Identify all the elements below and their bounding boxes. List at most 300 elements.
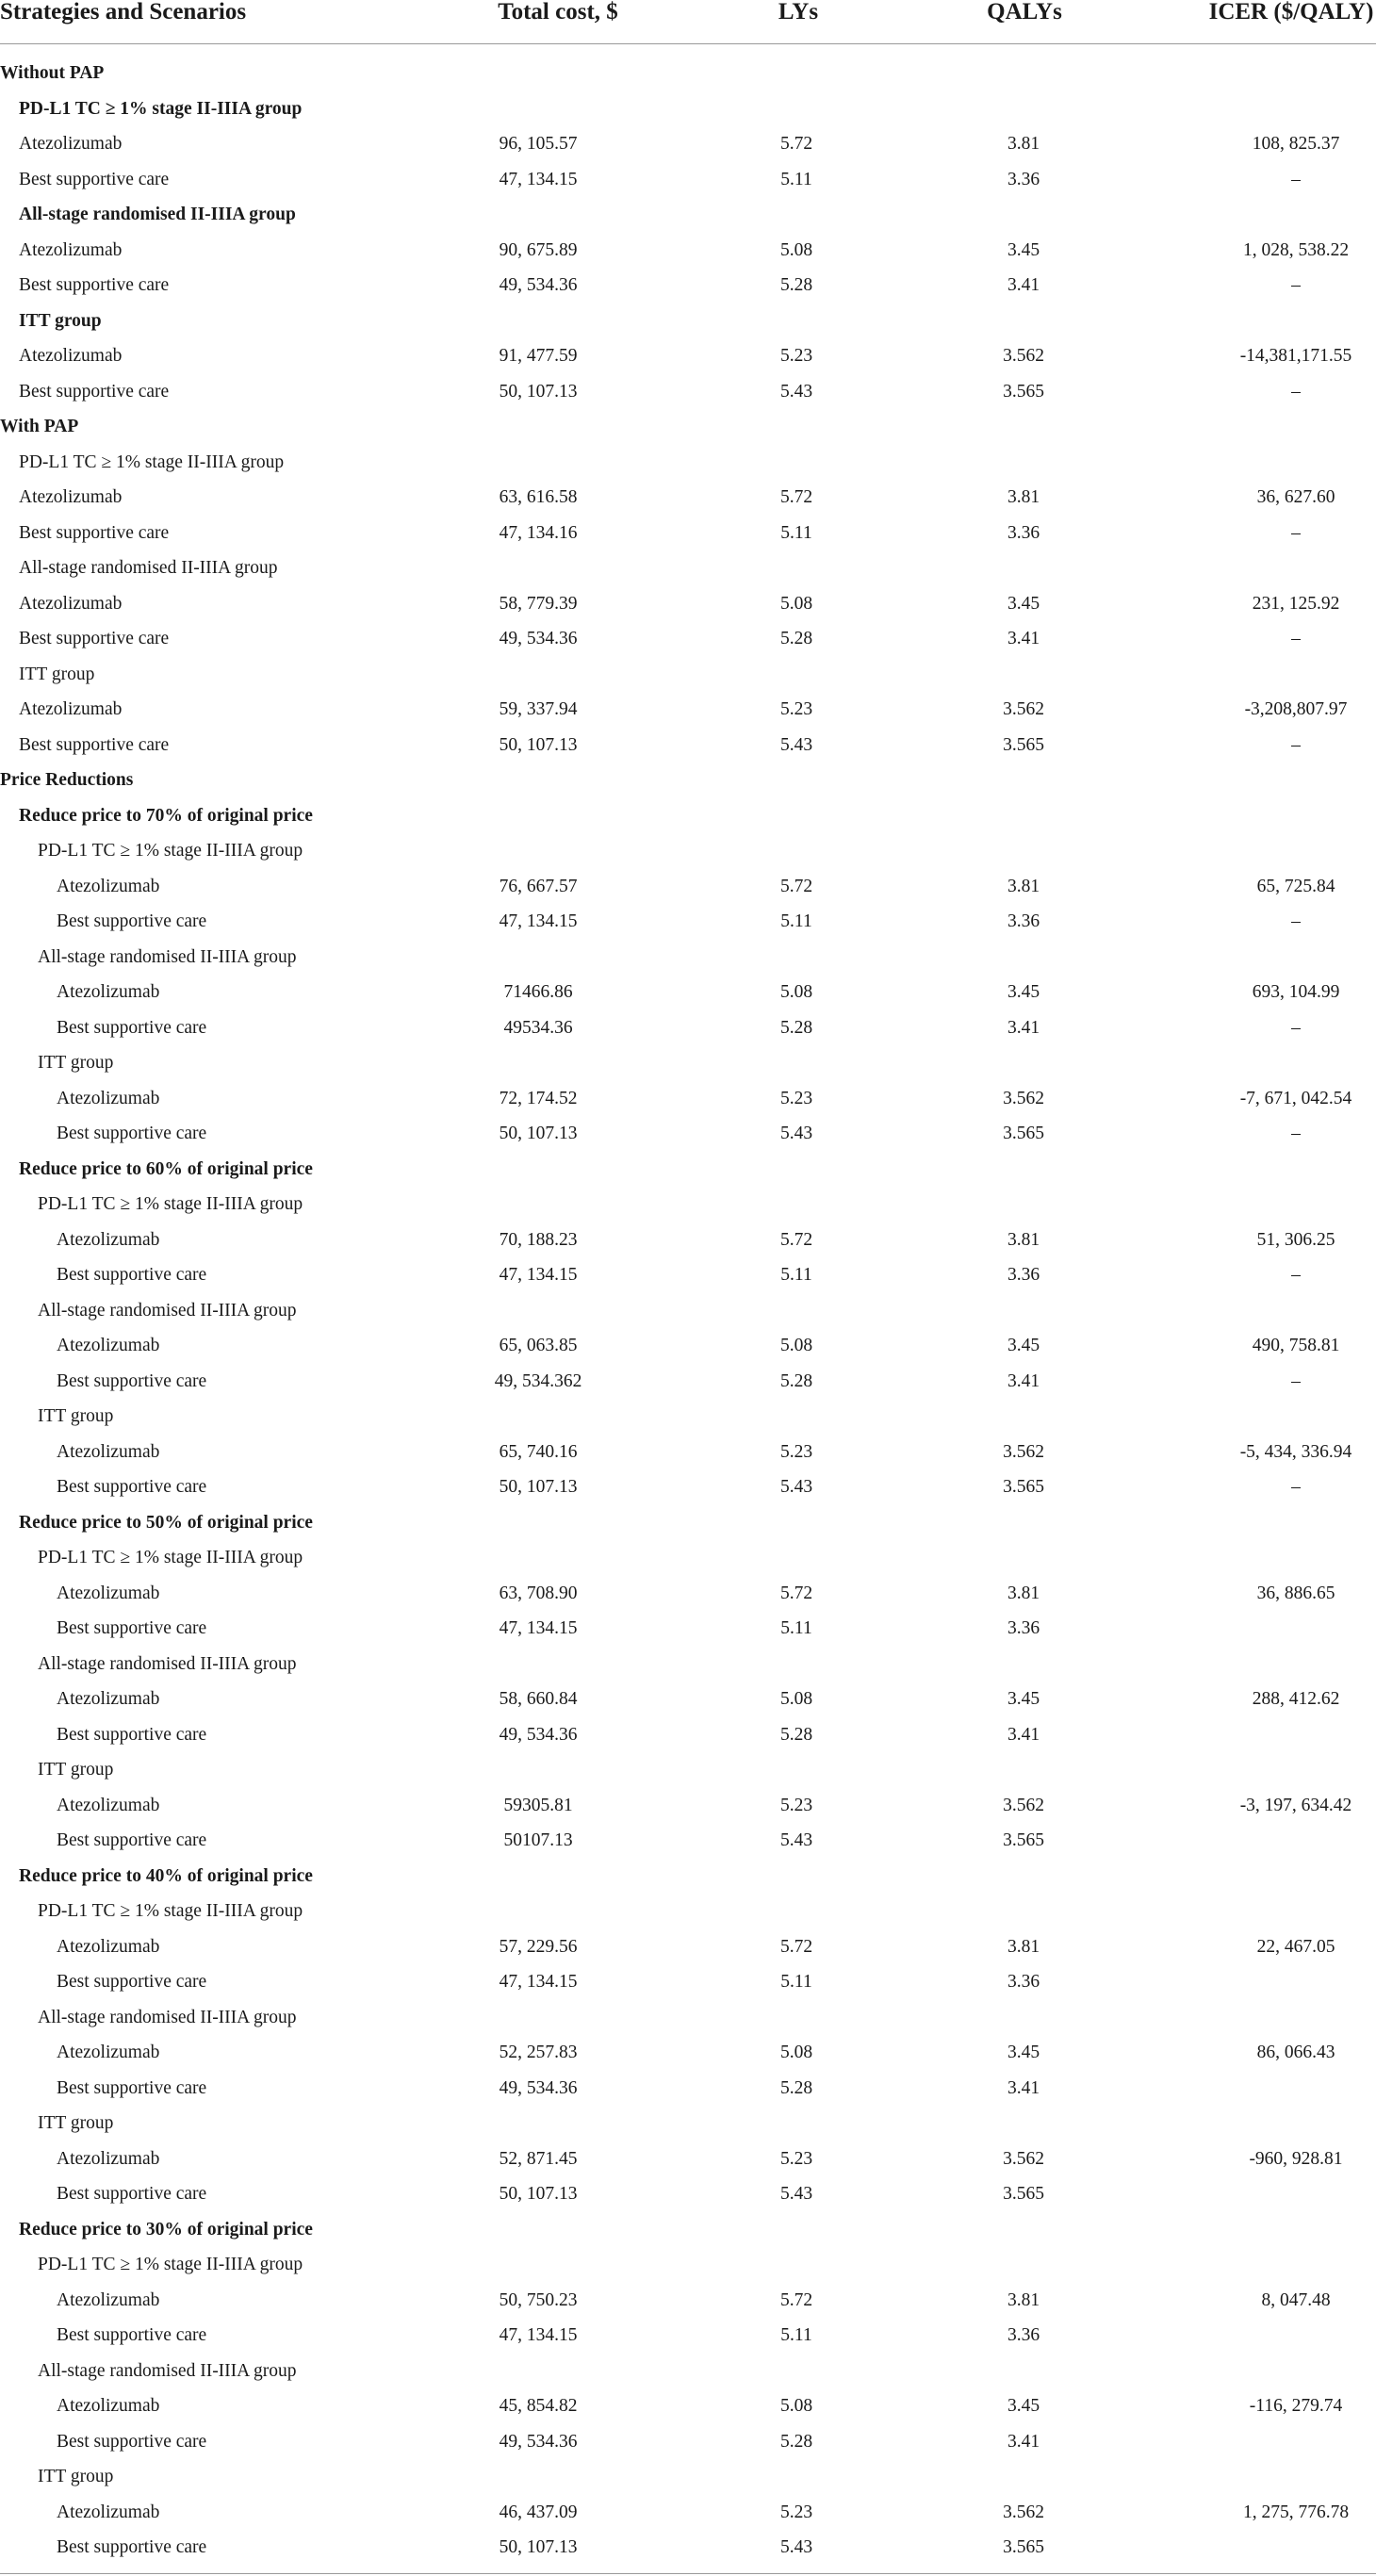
strategy-label: Best supportive care [57, 2431, 207, 2452]
cell-lys: 5.23 [779, 1441, 813, 1462]
table-row [0, 2388, 1376, 2424]
cell-icer: -960, 928.81 [1249, 2148, 1343, 2169]
cell-icer: 22, 467.05 [1256, 1936, 1335, 1957]
cell-total-cost: 50107.13 [503, 1830, 573, 1850]
cell-total-cost: 52, 257.83 [499, 2043, 578, 2062]
cell-qalys: 3.41 [1007, 2431, 1040, 2452]
strategy-label: Best supportive care [19, 629, 170, 648]
cell-lys: 5.72 [779, 2289, 813, 2310]
group-row [0, 2000, 1376, 2036]
table-row [0, 374, 1376, 410]
cell-lys: 5.43 [779, 1124, 813, 1143]
strategy-label: Atezolizumab [57, 2148, 160, 2169]
cell-lys: 5.08 [779, 2396, 813, 2416]
strategy-label: Best supportive care [57, 1017, 207, 1038]
cell-lys: 5.72 [779, 1936, 813, 1957]
cell-icer: 36, 886.65 [1256, 1583, 1335, 1603]
table-row [0, 728, 1376, 763]
table-row [0, 338, 1376, 374]
cell-lys: 5.43 [779, 1830, 813, 1850]
cell-icer: – [1291, 1265, 1301, 1285]
strategy-label: Atezolizumab [57, 1229, 160, 1250]
group-row [0, 550, 1376, 586]
cell-icer: 490, 758.81 [1252, 1336, 1340, 1355]
group-label: ITT group [19, 664, 95, 684]
cell-lys: 5.72 [779, 134, 813, 154]
cell-icer: 86, 066.43 [1256, 2043, 1335, 2062]
subsection-row [0, 1859, 1376, 1895]
strategy-label: Best supportive care [57, 2077, 207, 2098]
group-row [0, 1752, 1376, 1788]
group-row [0, 1045, 1376, 1081]
header-strategies: Strategies and Scenarios [0, 0, 247, 25]
group-label: All-stage randomised II-IIIA group [38, 1653, 297, 1674]
subsection-row [0, 798, 1376, 834]
group-label: PD-L1 TC ≥ 1% stage II-IIIA group [19, 451, 285, 472]
cell-total-cost: 91, 477.59 [499, 346, 578, 366]
strategy-label: Best supportive care [57, 2537, 207, 2557]
group-row [0, 1187, 1376, 1222]
subsection-label: Reduce price to 50% of original price [19, 1512, 313, 1533]
group-label: PD-L1 TC ≥ 1% stage II-IIIA group [38, 841, 303, 861]
strategy-label: Atezolizumab [19, 593, 123, 614]
group-label: ITT group [19, 310, 102, 331]
table-row [0, 1364, 1376, 1400]
cell-icer: 65, 725.84 [1256, 876, 1335, 896]
cell-icer: – [1291, 275, 1301, 295]
group-row [0, 2247, 1376, 2283]
cell-qalys: 3.565 [1003, 2184, 1044, 2204]
strategy-label: Atezolizumab [19, 239, 123, 260]
cell-qalys: 3.45 [1007, 1336, 1040, 1355]
cell-lys: 5.11 [780, 911, 812, 931]
cell-qalys: 3.41 [1007, 1017, 1040, 1038]
strategy-label: Atezolizumab [19, 346, 123, 366]
table-row [0, 2176, 1376, 2212]
cell-icer: – [1291, 381, 1301, 402]
table-row [0, 904, 1376, 940]
cell-lys: 5.08 [779, 982, 813, 1002]
strategy-label: Best supportive care [57, 1124, 207, 1143]
table-row [0, 2495, 1376, 2531]
table-row [0, 2530, 1376, 2566]
strategy-label: Best supportive care [57, 1724, 207, 1745]
cell-lys: 5.28 [779, 275, 813, 295]
table-row [0, 2141, 1376, 2177]
cell-total-cost: 47, 134.15 [499, 2325, 578, 2345]
strategy-label: Atezolizumab [57, 1336, 160, 1355]
group-row [0, 657, 1376, 693]
cell-total-cost: 70, 188.23 [499, 1229, 578, 1250]
strategy-label: Best supportive care [19, 381, 170, 402]
cell-qalys: 3.41 [1007, 1370, 1040, 1391]
table-row [0, 1081, 1376, 1117]
cell-total-cost: 47, 134.15 [499, 1265, 578, 1285]
cell-qalys: 3.45 [1007, 593, 1040, 614]
cell-total-cost: 45, 854.82 [499, 2396, 578, 2416]
cell-qalys: 3.562 [1003, 1795, 1044, 1815]
strategy-label: Best supportive care [57, 1972, 207, 1992]
header-qalys: QALYs [987, 0, 1062, 25]
cell-total-cost: 49, 534.36 [499, 2077, 578, 2098]
cell-total-cost: 72, 174.52 [499, 1088, 578, 1108]
cell-lys: 5.43 [779, 2537, 813, 2557]
cell-icer: – [1291, 629, 1301, 648]
cell-lys: 5.72 [779, 876, 813, 896]
cell-total-cost: 96, 105.57 [499, 134, 578, 154]
cell-qalys: 3.81 [1007, 1936, 1040, 1957]
cell-total-cost: 49, 534.362 [494, 1370, 582, 1391]
table-row [0, 1116, 1376, 1152]
strategy-label: Atezolizumab [57, 2396, 160, 2416]
group-label: ITT group [38, 2467, 114, 2486]
cell-icer: -7, 671, 042.54 [1239, 1088, 1352, 1108]
table-row [0, 1435, 1376, 1470]
cell-total-cost: 50, 107.13 [499, 734, 578, 755]
table-row [0, 2035, 1376, 2071]
table-row [0, 1788, 1376, 1824]
group-label: All-stage randomised II-IIIA group [38, 2360, 297, 2381]
table-row [0, 2071, 1376, 2107]
cell-lys: 5.08 [779, 593, 813, 614]
cell-total-cost: 49534.36 [503, 1017, 573, 1038]
cell-total-cost: 50, 107.13 [499, 2537, 578, 2557]
strategy-label: Best supportive care [19, 734, 170, 755]
cell-lys: 5.11 [780, 2325, 812, 2345]
strategy-label: Atezolizumab [57, 2289, 160, 2310]
cell-qalys: 3.41 [1007, 629, 1040, 648]
cell-qalys: 3.45 [1007, 982, 1040, 1002]
cell-total-cost: 49, 534.36 [499, 1724, 578, 1745]
cell-lys: 5.72 [779, 1583, 813, 1603]
group-row [0, 2354, 1376, 2389]
cell-total-cost: 58, 779.39 [499, 593, 578, 614]
strategy-label: Atezolizumab [19, 134, 123, 154]
group-label: All-stage randomised II-IIIA group [38, 1300, 297, 1321]
cell-qalys: 3.81 [1007, 487, 1040, 507]
cell-total-cost: 47, 134.16 [499, 522, 578, 543]
cell-qalys: 3.562 [1003, 2502, 1044, 2522]
cell-qalys: 3.81 [1007, 1583, 1040, 1603]
group-label: ITT group [38, 1760, 114, 1780]
strategy-label: Best supportive care [19, 275, 170, 295]
section-row [0, 56, 1376, 91]
cell-total-cost: 50, 750.23 [499, 2289, 578, 2310]
cell-icer: – [1291, 1477, 1301, 1497]
cell-icer: 8, 047.48 [1261, 2289, 1331, 2310]
strategy-label: Atezolizumab [57, 1795, 160, 1815]
cell-total-cost: 58, 660.84 [499, 1689, 578, 1709]
group-label: PD-L1 TC ≥ 1% stage II-IIIA group [38, 1901, 303, 1921]
section-row [0, 409, 1376, 445]
table-row [0, 692, 1376, 728]
cell-qalys: 3.36 [1007, 1265, 1040, 1285]
cell-icer: 36, 627.60 [1256, 487, 1335, 507]
table-row [0, 621, 1376, 657]
table-row [0, 2424, 1376, 2460]
cell-qalys: 3.36 [1007, 2325, 1040, 2345]
group-row [0, 2106, 1376, 2141]
table-row [0, 516, 1376, 551]
cell-lys: 5.23 [779, 699, 813, 719]
cell-qalys: 3.562 [1003, 1088, 1044, 1108]
cell-qalys: 3.36 [1007, 169, 1040, 189]
group-row [0, 445, 1376, 481]
cell-total-cost: 49, 534.36 [499, 629, 578, 648]
group-label: All-stage randomised II-IIIA group [19, 558, 278, 578]
cell-qalys: 3.45 [1007, 2396, 1040, 2416]
cell-qalys: 3.565 [1003, 381, 1044, 402]
cell-total-cost: 59, 337.94 [499, 699, 578, 719]
cell-qalys: 3.45 [1007, 239, 1040, 260]
table-bottom-rule [0, 2573, 1376, 2574]
group-label: ITT group [38, 1406, 114, 1426]
cell-lys: 5.28 [779, 1370, 813, 1391]
strategy-label: Best supportive care [57, 2184, 207, 2204]
group-row [0, 1647, 1376, 1682]
cell-lys: 5.72 [779, 1229, 813, 1250]
cell-lys: 5.43 [779, 381, 813, 402]
cell-lys: 5.72 [779, 487, 813, 507]
cell-lys: 5.28 [779, 629, 813, 648]
group-row [0, 1293, 1376, 1329]
strategy-label: Best supportive care [57, 1830, 207, 1850]
cell-qalys: 3.565 [1003, 1830, 1044, 1850]
section-label: Price Reductions [0, 770, 134, 790]
cell-total-cost: 49, 534.36 [499, 275, 578, 295]
group-label: PD-L1 TC ≥ 1% stage II-IIIA group [38, 1548, 303, 1567]
table-row [0, 162, 1376, 198]
strategy-label: Atezolizumab [57, 1088, 160, 1108]
table-row [0, 869, 1376, 905]
section-label: With PAP [0, 417, 79, 436]
cell-qalys: 3.41 [1007, 1724, 1040, 1745]
cell-total-cost: 50, 107.13 [499, 381, 578, 402]
table-row [0, 1611, 1376, 1647]
subsection-row [0, 1152, 1376, 1188]
group-label: All-stage randomised II-IIIA group [19, 205, 296, 224]
cell-icer: -3, 197, 634.42 [1239, 1795, 1352, 1815]
cell-lys: 5.11 [780, 522, 812, 543]
cell-lys: 5.23 [779, 1088, 813, 1108]
cell-qalys: 3.45 [1007, 2043, 1040, 2062]
cell-icer: -14,381,171.55 [1239, 346, 1352, 366]
table-row [0, 1469, 1376, 1505]
cell-icer: 231, 125.92 [1252, 593, 1340, 614]
table-row [0, 1717, 1376, 1753]
cell-lys: 5.08 [779, 1689, 813, 1709]
strategy-label: Atezolizumab [57, 2043, 160, 2062]
strategy-label: Atezolizumab [57, 876, 160, 896]
cell-icer: 108, 825.37 [1252, 134, 1340, 154]
group-label: PD-L1 TC ≥ 1% stage II-IIIA group [38, 1194, 303, 1214]
cell-total-cost: 50, 107.13 [499, 2184, 578, 2204]
cell-total-cost: 90, 675.89 [499, 239, 578, 260]
cell-total-cost: 63, 616.58 [499, 487, 578, 507]
group-label: All-stage randomised II-IIIA group [38, 946, 297, 967]
cell-lys: 5.11 [780, 1265, 812, 1285]
cell-qalys: 3.36 [1007, 1618, 1040, 1638]
cell-lys: 5.23 [779, 346, 813, 366]
table-row [0, 1964, 1376, 2000]
cell-lys: 5.08 [779, 239, 813, 260]
table-row [0, 1823, 1376, 1859]
table-row [0, 975, 1376, 1010]
group-row [0, 940, 1376, 976]
table-row [0, 1222, 1376, 1258]
group-label: All-stage randomised II-IIIA group [38, 2007, 297, 2027]
cell-qalys: 3.81 [1007, 134, 1040, 154]
cell-total-cost: 71466.86 [503, 982, 573, 1002]
strategy-label: Atezolizumab [57, 982, 160, 1002]
cell-qalys: 3.562 [1003, 699, 1044, 719]
cell-total-cost: 50, 107.13 [499, 1477, 578, 1497]
header-icer: ICER ($/QALY) [1208, 0, 1374, 25]
cell-total-cost: 59305.81 [503, 1795, 573, 1815]
strategy-label: Atezolizumab [19, 699, 123, 719]
cell-lys: 5.08 [779, 1336, 813, 1355]
strategy-label: Best supportive care [19, 169, 170, 189]
cell-icer: -116, 279.74 [1249, 2396, 1343, 2416]
subsection-label: Reduce price to 60% of original price [19, 1158, 313, 1179]
strategy-label: Atezolizumab [19, 487, 123, 507]
cell-total-cost: 65, 063.85 [499, 1336, 578, 1355]
cell-qalys: 3.565 [1003, 2537, 1044, 2557]
cell-total-cost: 50, 107.13 [499, 1124, 578, 1143]
strategy-label: Atezolizumab [57, 1936, 160, 1957]
cell-lys: 5.28 [779, 2431, 813, 2452]
cell-lys: 5.28 [779, 2077, 813, 2098]
cell-icer: 1, 028, 538.22 [1242, 239, 1350, 260]
cell-qalys: 3.81 [1007, 1229, 1040, 1250]
cell-icer: – [1291, 911, 1301, 931]
cell-total-cost: 76, 667.57 [499, 876, 578, 896]
strategy-label: Best supportive care [57, 1370, 207, 1391]
cell-lys: 5.23 [779, 2502, 813, 2522]
group-label: ITT group [38, 1053, 114, 1073]
table-row [0, 2318, 1376, 2354]
cell-icer: 51, 306.25 [1256, 1229, 1335, 1250]
strategy-label: Best supportive care [57, 911, 207, 931]
cell-total-cost: 47, 134.15 [499, 1972, 578, 1992]
cell-icer: – [1291, 1017, 1301, 1038]
group-row [0, 91, 1376, 127]
cell-total-cost: 47, 134.15 [499, 1618, 578, 1638]
cell-total-cost: 46, 437.09 [499, 2502, 578, 2522]
cell-qalys: 3.562 [1003, 1441, 1044, 1462]
cell-icer: – [1291, 1124, 1301, 1143]
table-row [0, 480, 1376, 516]
strategy-label: Atezolizumab [57, 1583, 160, 1603]
cell-icer: -3,208,807.97 [1244, 699, 1348, 719]
cell-icer: – [1291, 734, 1301, 755]
cell-total-cost: 47, 134.15 [499, 169, 578, 189]
cell-icer: 288, 412.62 [1252, 1689, 1340, 1709]
header-total-cost: Total cost, $ [498, 0, 618, 25]
cell-lys: 5.23 [779, 1795, 813, 1815]
cell-lys: 5.11 [780, 1618, 812, 1638]
table-row [0, 586, 1376, 622]
cell-lys: 5.43 [779, 734, 813, 755]
cell-icer: -5, 434, 336.94 [1239, 1441, 1352, 1462]
group-label: PD-L1 TC ≥ 1% stage II-IIIA group [38, 2255, 303, 2274]
section-row [0, 763, 1376, 798]
table-row [0, 1010, 1376, 1046]
subsection-row [0, 1505, 1376, 1541]
group-row [0, 1399, 1376, 1435]
cell-total-cost: 63, 708.90 [499, 1583, 578, 1603]
cell-lys: 5.23 [779, 2148, 813, 2169]
cell-qalys: 3.562 [1003, 2148, 1044, 2169]
table-row [0, 268, 1376, 304]
cell-lys: 5.43 [779, 2184, 813, 2204]
cell-icer: 693, 104.99 [1252, 982, 1340, 1002]
header-lys: LYs [778, 0, 819, 25]
section-label: Without PAP [0, 63, 105, 83]
strategy-label: Atezolizumab [57, 2502, 160, 2522]
table-row [0, 233, 1376, 269]
strategy-label: Atezolizumab [57, 1441, 160, 1462]
table-row [0, 126, 1376, 162]
cell-qalys: 3.36 [1007, 522, 1040, 543]
group-row [0, 2459, 1376, 2495]
cell-lys: 5.08 [779, 2043, 813, 2062]
subsection-label: Reduce price to 30% of original price [19, 2219, 313, 2240]
cell-icer: – [1291, 1370, 1301, 1391]
cell-icer: – [1291, 169, 1301, 189]
cell-qalys: 3.565 [1003, 1124, 1044, 1143]
strategy-label: Atezolizumab [57, 1689, 160, 1709]
group-row [0, 1894, 1376, 1929]
cell-qalys: 3.36 [1007, 911, 1040, 931]
subsection-label: Reduce price to 70% of original price [19, 805, 313, 826]
cell-icer: – [1291, 522, 1301, 543]
strategy-label: Best supportive care [57, 1477, 207, 1497]
cell-lys: 5.11 [780, 1972, 812, 1992]
cell-lys: 5.28 [779, 1017, 813, 1038]
cell-qalys: 3.81 [1007, 2289, 1040, 2310]
cell-total-cost: 49, 534.36 [499, 2431, 578, 2452]
cell-total-cost: 52, 871.45 [499, 2148, 578, 2169]
cell-qalys: 3.565 [1003, 734, 1044, 755]
table-row [0, 2283, 1376, 2319]
cell-qalys: 3.565 [1003, 1477, 1044, 1497]
table-header [0, 0, 1376, 44]
cell-qalys: 3.41 [1007, 275, 1040, 295]
table-row [0, 1576, 1376, 1612]
group-row [0, 304, 1376, 339]
cell-lys: 5.28 [779, 1724, 813, 1745]
group-row [0, 1540, 1376, 1576]
table-row [0, 1929, 1376, 1965]
strategy-label: Best supportive care [57, 2325, 207, 2345]
table-row [0, 1682, 1376, 1717]
subsection-row [0, 2212, 1376, 2248]
table-row [0, 1257, 1376, 1293]
cell-icer: 1, 275, 776.78 [1242, 2502, 1350, 2522]
cell-qalys: 3.81 [1007, 876, 1040, 896]
subsection-label: Reduce price to 40% of original price [19, 1865, 313, 1886]
cell-qalys: 3.562 [1003, 346, 1044, 366]
cell-qalys: 3.36 [1007, 1972, 1040, 1992]
cell-total-cost: 65, 740.16 [499, 1441, 578, 1462]
cell-qalys: 3.45 [1007, 1689, 1040, 1709]
group-label: ITT group [38, 2113, 114, 2133]
strategy-label: Best supportive care [57, 1618, 207, 1638]
cell-total-cost: 57, 229.56 [499, 1936, 578, 1957]
group-label: PD-L1 TC ≥ 1% stage II-IIIA group [19, 98, 303, 119]
strategy-label: Best supportive care [57, 1265, 207, 1285]
